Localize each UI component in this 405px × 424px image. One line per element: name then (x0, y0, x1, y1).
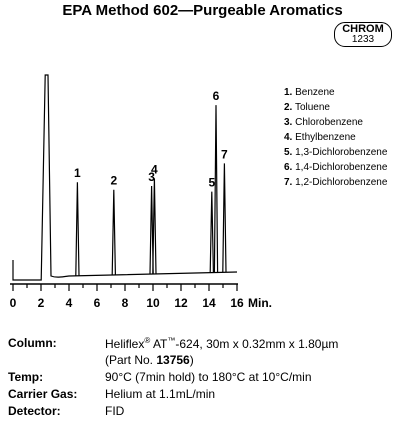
legend-name: Benzene (295, 87, 335, 98)
x-tick-label: 10 (146, 296, 160, 310)
chart-trace-layer (13, 75, 237, 280)
x-tick-label: 14 (202, 296, 216, 310)
baseline-trace (13, 75, 237, 280)
peak-label-2: 2 (110, 173, 118, 188)
peak-label-5: 5 (208, 175, 216, 190)
legend-name: 1,4-Dichlorobenzene (295, 162, 388, 173)
legend-number: 4. (284, 132, 293, 143)
x-tick-label: 6 (93, 296, 101, 310)
legend-number: 3. (284, 117, 293, 128)
detector-label: Detector: (8, 404, 61, 418)
chart-peak-4 (153, 178, 156, 273)
legend-name: 1,2-Dichlorobenzene (295, 177, 388, 188)
carrier-label: Carrier Gas: (8, 387, 78, 401)
legend-item (284, 100, 387, 115)
legend-name: Toluene (294, 102, 330, 113)
part-post: ) (189, 353, 194, 367)
trademark-mark: ™ (167, 336, 176, 345)
legend-item (284, 130, 387, 145)
x-axis-label: Min. (248, 296, 272, 310)
registered-mark: ® (144, 336, 151, 345)
legend-number: 7. (284, 177, 293, 188)
chart-peak-1 (76, 182, 79, 276)
part-number: 13756 (156, 353, 190, 367)
x-tick-label: 12 (174, 296, 188, 310)
x-tick-label: 2 (37, 296, 45, 310)
x-tick-label: 4 (65, 296, 73, 310)
carrier-value: Helium at 1.1mL/min (105, 387, 216, 401)
chart-axis-layer (10, 284, 238, 291)
part-value (105, 353, 194, 367)
peak-label-4: 4 (151, 162, 158, 177)
x-tick-label: 0 (9, 296, 17, 310)
column-value (105, 336, 338, 351)
peak-label-7: 7 (221, 147, 228, 162)
legend-number: 2. (284, 102, 293, 113)
legend-number: 5. (284, 147, 293, 158)
chart-peak-2 (112, 190, 115, 275)
part-pre: (Part No. (105, 353, 157, 367)
page-title: EPA Method 602—Purgeable Aromatics (62, 2, 343, 19)
temp-label: Temp: (8, 370, 44, 384)
column-value-pre: Heliflex (105, 337, 145, 351)
chart-peak-7 (223, 163, 226, 272)
legend-name: Chlorobenzene (295, 117, 363, 128)
legend-number: 6. (284, 162, 293, 173)
legend-name: 1,3-Dichlorobenzene (295, 147, 388, 158)
column-label: Column: (8, 336, 57, 350)
chrom-badge (334, 22, 392, 47)
temp-value: 90°C (7min hold) to 180°C at 10°C/min (105, 370, 312, 384)
column-value-post: -624, 30m x 0.32mm x 1.80µm (175, 337, 339, 351)
badge-line2: 1233 (351, 34, 375, 45)
legend-name: Ethylbenzene (295, 132, 356, 143)
legend-item (284, 160, 387, 175)
column-value-mid: AT (150, 337, 168, 351)
chart-peak-5 (210, 192, 213, 273)
legend-number: 1. (284, 87, 293, 98)
peak-label-6: 6 (212, 89, 220, 104)
legend-item (284, 115, 387, 130)
legend (284, 85, 387, 190)
legend-item (284, 175, 387, 190)
x-tick-label: 16 (230, 296, 244, 310)
legend-item (284, 145, 387, 160)
legend-item (284, 85, 387, 100)
badge-line1: CHROM (342, 23, 384, 35)
peak-label-1: 1 (74, 166, 81, 181)
peak-label-3: 3 (148, 169, 155, 184)
x-tick-label: 8 (121, 296, 129, 310)
detector-value: FID (105, 404, 125, 418)
